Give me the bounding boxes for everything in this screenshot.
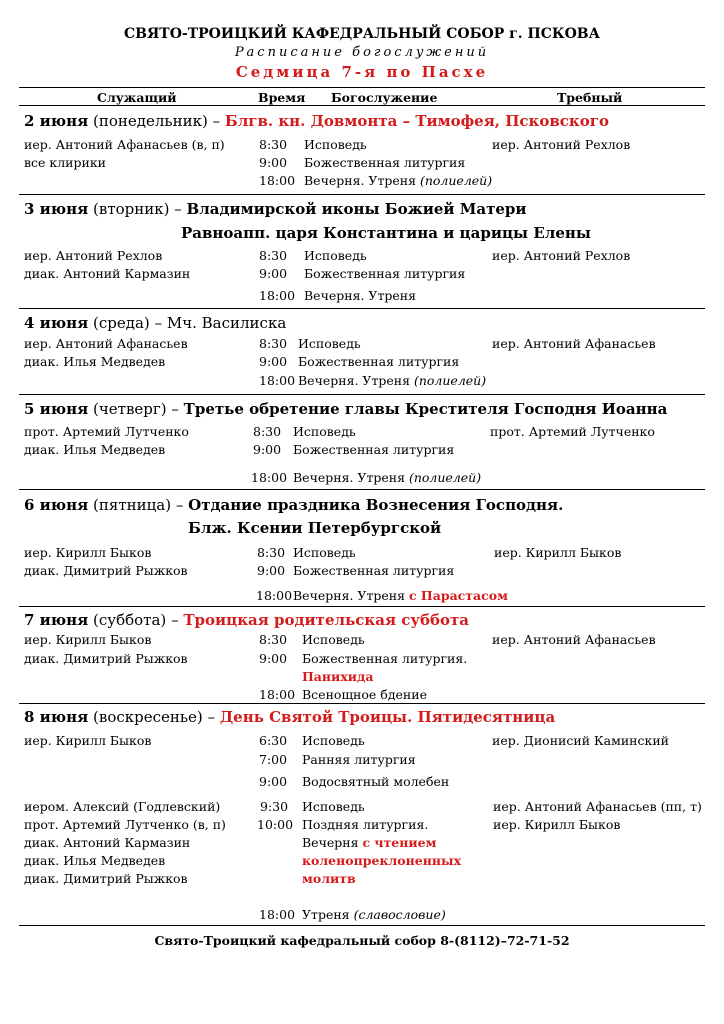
request-priest: иер. Дионисий Каминский: [492, 733, 669, 748]
clergy-name: иер. Кирилл Быков: [24, 733, 152, 748]
divider: [19, 925, 705, 926]
request-priest: прот. Артемий Лутченко: [490, 424, 655, 439]
service-name: Исповедь: [293, 424, 356, 439]
divider: [19, 606, 705, 607]
service-time: 8:30: [259, 248, 288, 263]
service-time: 18:00: [259, 907, 296, 922]
request-priest: иер. Кирилл Быков: [493, 817, 621, 832]
footer-contact: Свято-Троицкий кафедральный собор 8-(8112)–72-71-52: [154, 933, 570, 948]
col-time: Время: [258, 90, 306, 105]
service-time: 18:00: [259, 288, 296, 303]
service-time: 18:00: [259, 373, 296, 388]
col-clergy: Служащий: [97, 90, 177, 105]
clergy-name: диак. Димитрий Рыжков: [24, 871, 188, 886]
service-time: 18:00: [251, 470, 288, 485]
divider: [19, 394, 705, 395]
request-priest: иер. Антоний Рехлов: [492, 248, 631, 263]
service-name: Ранняя литургия: [302, 752, 416, 767]
service-name: Исповедь: [304, 137, 367, 152]
request-priest: иер. Антоний Афанасьев (пп, т): [493, 799, 702, 814]
service-name: Водосвятный молебен: [302, 774, 450, 789]
service-time: 8:30: [259, 632, 288, 647]
service-time: 8:30: [257, 545, 286, 560]
clergy-name: диак. Илья Медведев: [24, 853, 166, 868]
request-priest: иер. Антоний Рехлов: [492, 137, 631, 152]
divider: [19, 703, 705, 704]
service-name: Божественная литургия: [293, 442, 455, 457]
day-heading: 3 июня (вторник) – Владимирской иконы Божией Матери: [24, 200, 527, 218]
clergy-name: диак. Илья Медведев: [24, 354, 166, 369]
clergy-name: прот. Артемий Лутченко (в, п): [24, 817, 226, 832]
service-name: Божественная литургия: [304, 155, 466, 170]
day-heading: 6 июня (пятница) – Отдание праздника Вознесения Господня.: [24, 496, 564, 514]
feast-secondary: Блж. Ксении Петербургской: [188, 519, 442, 537]
day-heading: 2 июня (понедельник) – Блгв. кн. Довмонта – Тимофея, Псковского: [24, 112, 609, 130]
subtitle: Расписание богослужений: [234, 45, 490, 60]
service-name: Вечерня. Утреня (полиелей): [293, 470, 482, 485]
service-time: 9:00: [259, 651, 288, 666]
service-name: Поздняя литургия.: [302, 817, 429, 832]
clergy-name: диак. Димитрий Рыжков: [24, 651, 188, 666]
clergy-name: иером. Алексий (Годлевский): [24, 799, 221, 814]
service-name: Исповедь: [293, 545, 356, 560]
page-title: СВЯТО-ТРОИЦКИЙ КАФЕДРАЛЬНЫЙ СОБОР г. ПСКОВА: [123, 26, 600, 42]
service-time: 9:00: [257, 563, 286, 578]
clergy-name: иер. Кирилл Быков: [24, 632, 152, 647]
service-name: Вечерня. Утреня: [304, 288, 416, 303]
service-name: Исповедь: [298, 336, 361, 351]
day-heading: 5 июня (четверг) – Третье обретение главы Крестителя Господня Иоанна: [24, 400, 668, 418]
service-time: 9:00: [253, 442, 282, 457]
service-time: 9:00: [259, 354, 288, 369]
service-extra: Панихида: [302, 669, 374, 684]
service-time: 8:30: [259, 336, 288, 351]
service-name: Божественная литургия: [298, 354, 460, 369]
request-priest: иер. Антоний Афанасьев: [492, 632, 656, 647]
service-time: 9:30: [260, 799, 289, 814]
service-name: Вечерня. Утреня (полиелей): [298, 373, 487, 388]
service-time: 8:30: [253, 424, 282, 439]
request-priest: иер. Антоний Афанасьев: [492, 336, 656, 351]
service-name: Божественная литургия.: [302, 651, 468, 666]
service-time: 18:00: [259, 173, 296, 188]
clergy-name: иер. Антоний Рехлов: [24, 248, 163, 263]
service-name: Вечерня. Утреня с Парастасом: [293, 588, 508, 603]
service-extra: коленопреклоненных: [302, 853, 462, 868]
divider: [19, 87, 705, 88]
service-time: 10:00: [257, 817, 294, 832]
service-name: Божественная литургия: [293, 563, 455, 578]
service-name: Вечерня. Утреня (полиелей): [304, 173, 493, 188]
divider: [19, 105, 705, 106]
day-heading: 8 июня (воскресенье) – День Святой Троицы. Пятидесятница: [24, 708, 556, 726]
divider: [19, 194, 705, 195]
service-name: Вечерня с чтением: [302, 835, 437, 850]
clergy-name: прот. Артемий Лутченко: [24, 424, 189, 439]
divider: [19, 308, 705, 309]
clergy-name: все клирики: [24, 155, 106, 170]
clergy-name: иер. Антоний Афанасьев (в, п): [24, 137, 225, 152]
clergy-name: диак. Димитрий Рыжков: [24, 563, 188, 578]
clergy-name: иер. Антоний Афанасьев: [24, 336, 188, 351]
service-time: 18:00: [259, 687, 296, 702]
col-service: Богослужение: [331, 90, 438, 105]
service-time: 9:00: [259, 774, 288, 789]
service-name: Божественная литургия: [304, 266, 466, 281]
clergy-name: иер. Кирилл Быков: [24, 545, 152, 560]
service-name: Исповедь: [302, 632, 365, 647]
service-time: 9:00: [259, 155, 288, 170]
service-name: Исповедь: [304, 248, 367, 263]
day-heading: 4 июня (среда) – Мч. Василиска: [24, 314, 287, 332]
clergy-name: диак. Илья Медведев: [24, 442, 166, 457]
service-name: Исповедь: [302, 733, 365, 748]
clergy-name: диак. Антоний Кармазин: [24, 835, 191, 850]
week-title: Седмица 7-я по Пасхе: [235, 63, 489, 81]
service-time: 9:00: [259, 266, 288, 281]
clergy-name: диак. Антоний Кармазин: [24, 266, 191, 281]
request-priest: иер. Кирилл Быков: [494, 545, 622, 560]
service-time: 8:30: [259, 137, 288, 152]
service-name: Всенощное бдение: [302, 687, 427, 702]
service-extra: молитв: [302, 871, 356, 886]
service-time: 18:00: [256, 588, 293, 603]
service-name: Утреня (славословие): [302, 907, 446, 922]
service-time: 7:00: [259, 752, 288, 767]
col-requests: Требный: [557, 90, 623, 105]
service-name: Исповедь: [302, 799, 365, 814]
feast-secondary: Равноапп. царя Константина и царицы Елены: [181, 224, 591, 242]
service-time: 6:30: [259, 733, 288, 748]
day-heading: 7 июня (суббота) – Троицкая родительская суббота: [24, 611, 470, 629]
divider: [19, 489, 705, 490]
